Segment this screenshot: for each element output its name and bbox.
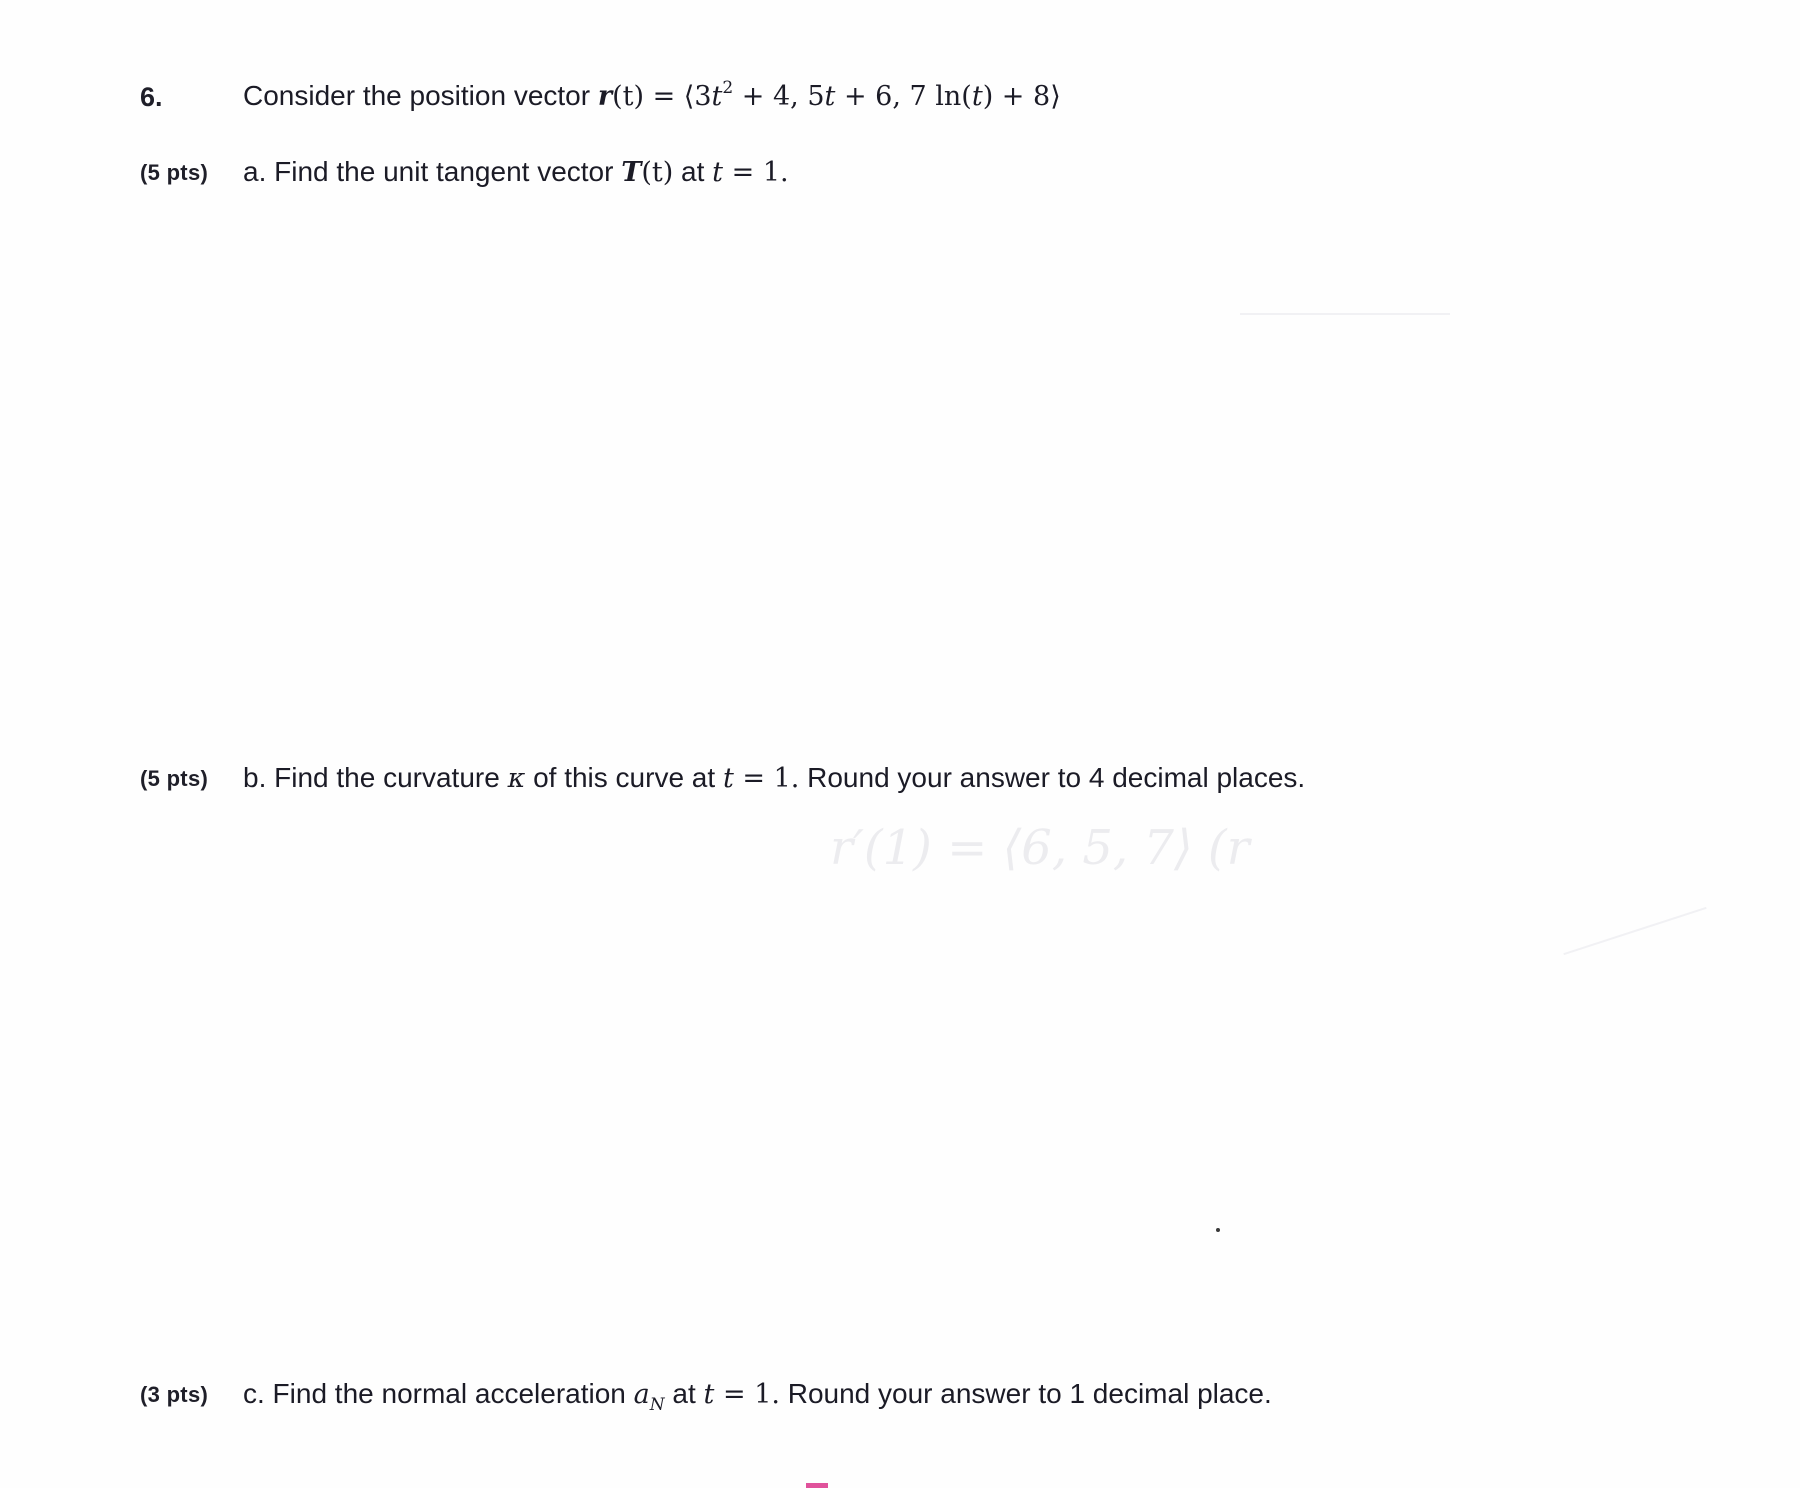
a-symbol: a <box>633 1379 650 1410</box>
part-a-at: at <box>673 156 713 187</box>
part-a-eq: = 1. <box>723 157 789 188</box>
part-b-tail: Round your answer to 4 decimal places. <box>799 762 1306 793</box>
part-b-eq: = 1. <box>733 763 800 794</box>
unit-tangent-symbol <box>621 157 673 188</box>
part-a-t: t <box>712 157 724 188</box>
part-c <box>0 1368 1800 1428</box>
smudge-mark <box>1240 313 1450 315</box>
part-c-lead: c. Find the normal acceleration <box>243 1378 634 1409</box>
r-symbol: r <box>597 81 613 112</box>
erased-handwriting: r′(1) = ⟨6, 5, 7⟩ (r <box>830 820 1250 876</box>
part-b-text <box>243 762 1305 794</box>
part-b-lead: b. Find the curvature <box>243 762 508 793</box>
part-c-eq: = 1. <box>714 1379 780 1410</box>
part-c-t: t <box>703 1379 715 1410</box>
part-a-points: (5 pts) <box>140 160 209 185</box>
part-c-condition <box>704 1379 780 1410</box>
problem-number: 6. <box>140 82 163 112</box>
after-t2: + 6, 7 ln( <box>835 81 972 112</box>
part-c-points: (3 pts) <box>140 1382 209 1407</box>
part-a-text <box>243 156 789 188</box>
part-a-condition <box>712 157 788 188</box>
problem-intro: Consider the position vector <box>243 80 598 111</box>
part-b-middle: of this curve at <box>525 762 723 793</box>
pink-pen-mark <box>806 1483 828 1488</box>
normal-acceleration-symbol <box>633 1379 665 1415</box>
exponent: 2 <box>722 78 734 98</box>
t-var-3: t <box>971 81 983 112</box>
smudge-mark <box>1563 907 1706 955</box>
t-var-2: t <box>824 81 836 112</box>
position-vector-formula <box>597 78 1061 112</box>
part-c-at: at <box>664 1378 704 1409</box>
r-args: (t) = ⟨3 <box>612 81 712 112</box>
part-c-text <box>243 1378 1272 1415</box>
kappa-symbol: κ <box>507 763 526 794</box>
t-var-1: t <box>711 81 723 112</box>
part-a-lead: a. Find the unit tangent vector <box>243 156 622 187</box>
problem-text <box>243 80 1061 112</box>
part-b-t: t <box>722 763 734 794</box>
a-subscript: N <box>649 1395 665 1415</box>
ink-speck <box>1216 1228 1220 1232</box>
part-b-condition <box>723 763 799 794</box>
part-c-tail: Round your answer to 1 decimal place. <box>779 1378 1272 1409</box>
problem-statement <box>0 70 1800 130</box>
T-symbol: T <box>621 157 642 188</box>
part-b-points: (5 pts) <box>140 766 209 791</box>
after-exp: + 4, 5 <box>733 81 825 112</box>
after-t3: ) + 8⟩ <box>982 81 1061 112</box>
part-b <box>0 752 1800 812</box>
T-arg: (t) <box>641 157 674 188</box>
part-a <box>0 146 1800 206</box>
